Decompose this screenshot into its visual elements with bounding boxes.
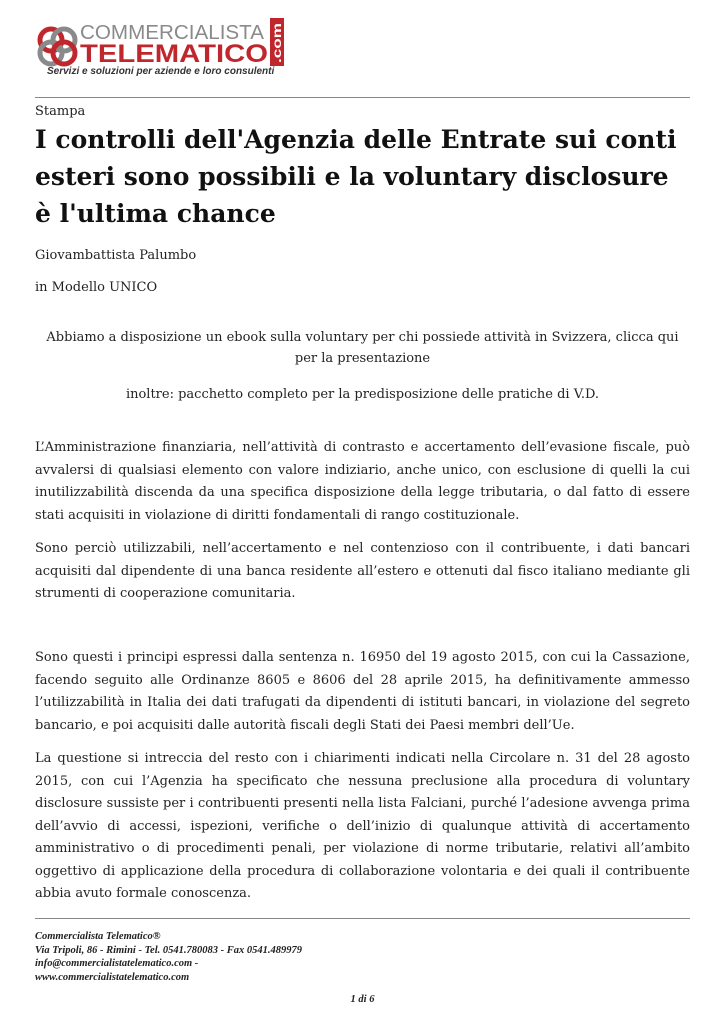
article-category[interactable]: Stampa [35,104,86,119]
article-paragraph-2: Sono perciò utilizzabili, nell’accertamento e nel contenzioso con il contribuente, i dati bancari acquisiti dal dipendente di una banca residente all’estero e ottenuti dal fisco italiano mediante gli strumenti di cooperazione comunitaria. [35,541,690,601]
footer-company: Commercialista Telematico® [35,931,161,942]
footer-contacts [35,930,302,984]
article-section[interactable]: in Modello UNICO [35,280,158,295]
article-title: I controlli dell'Agenzia delle Entrate sui conti esteri sono possibili e la voluntary disclosure è l'ultima chance [35,125,677,228]
footer-website[interactable]: www.commercialistatelematico.com [35,971,190,983]
article-paragraph-3: Sono questi i principi espressi dalla sentenza n. 16950 del 19 agosto 2015, con cui la Cassazione, facendo seguito alle Ordinanze 8605 e 8606 del 28 aprile 2015, ha definitivamente ammesso l’utilizzabilità in Italia dei dati trafugati da dipendenti di istituti bancari, in violazione del segreto bancario, e poi acquisiti dalle autorità fiscali degli Stati dei Paesi membri dell’Ue. [35,650,690,733]
logo-text-com: .com [270,34,284,63]
logo-text-top: COMMERCIALISTA [80,22,265,44]
promo-package-link[interactable]: inoltre: pacchetto completo per la predisposizione delle pratiche di V.D. [125,387,600,402]
logo-mark-icon [40,29,75,64]
article-author[interactable]: Giovambattista Palumbo [35,248,197,263]
article-paragraph-1: L’Amministrazione finanziaria, nell’attività di contrasto e accertamento dell’evasione fiscale, può avvalersi di qualsiasi elemento con valore indiziario, anche unico, con esclusione di quelli la cui inutilizzabilità discenda da una specifica disposizione della legge tributaria, o dal fatto di essere stati acquisiti in violazione di diritti fondamentali di rango costituzionale. [35,440,690,523]
footer-address: Via Tripoli, 86 - Rimini - Tel. 0541.780083 - Fax 0541.489979 [35,944,302,956]
header-tagline: Servizi e soluzioni per aziende e loro consulenti [47,66,275,77]
footer-divider [35,918,690,919]
article-paragraph-4: La questione si intreccia del resto con i chiarimenti indicati nella Circolare n. 31 del 28 agosto 2015, con cui l’Agenzia ha specificato che nessuna preclusione alla procedura di voluntary disclosure sussiste per i contribuenti presenti nella lista Falciani, purché l’adesione avvenga prima dell’avvio di accessi, ispezioni, verifiche o dell’inizio di qualunque attività di accertamento amministrativo o di procedimenti penali, per violazione di norme tributarie, relativi all’ambito oggettivo di applicazione della procedura di collaborazione volontaria e dei quali il contribuente abbia avuto formale conoscenza. [35,751,690,901]
logo-text-bottom: TELEMATICO [80,40,268,68]
footer-email[interactable]: info@commercialistatelematico.com - [35,958,199,969]
promo-ebook-link[interactable]: Abbiamo a disposizione un ebook sulla voluntary per chi possiede attività in Svizzera, clicca qui per la presentazione [46,330,679,366]
header-divider [35,97,690,98]
page-number: 1 di 6 [350,994,375,1005]
